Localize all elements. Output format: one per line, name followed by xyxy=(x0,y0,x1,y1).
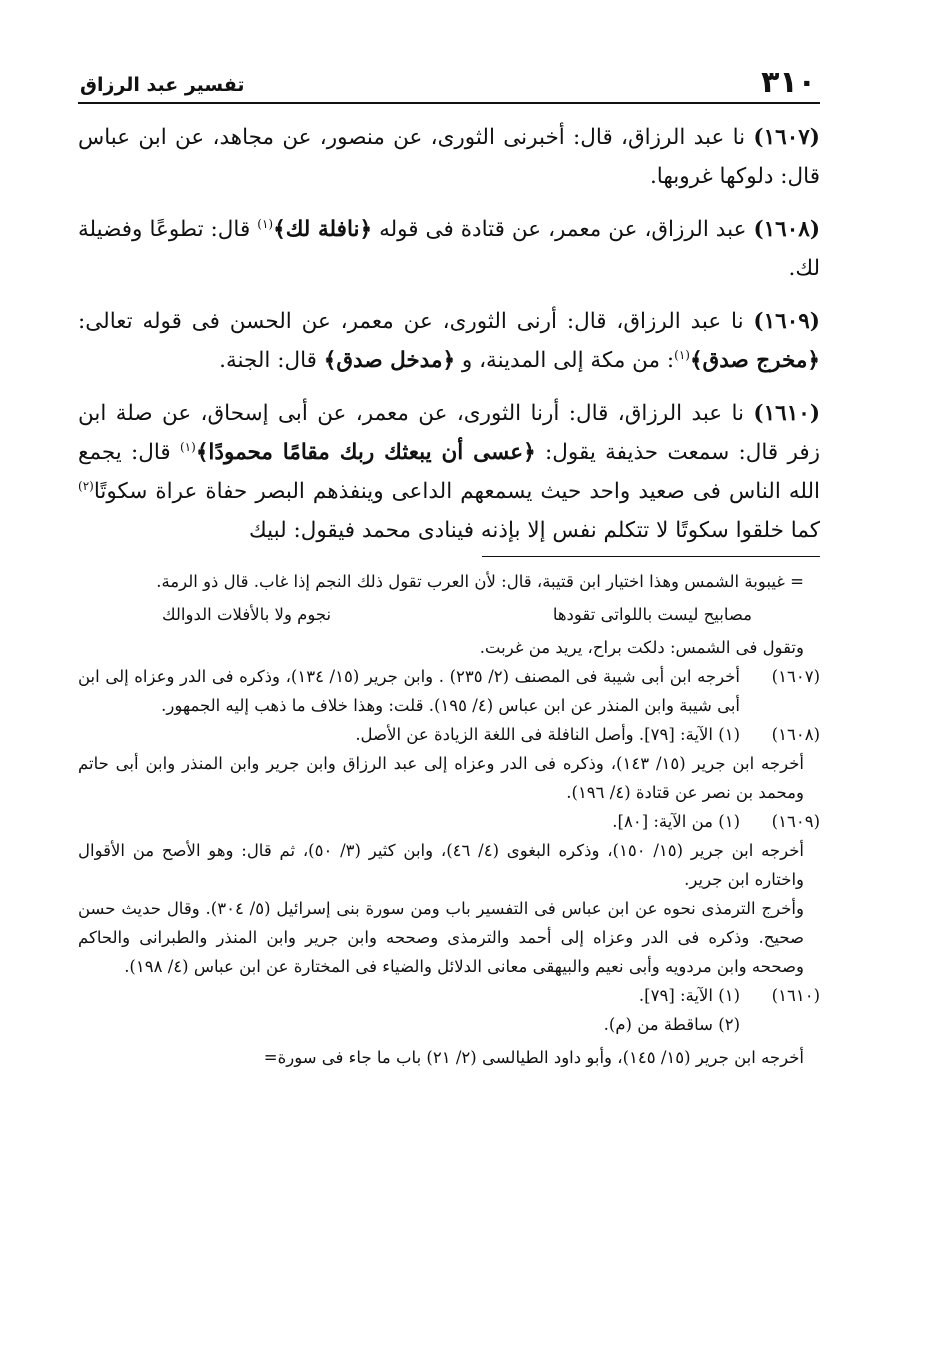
footnote-text: (١) من الآية: [٨٠]. xyxy=(612,812,740,831)
entry-text: قال: الجنة. xyxy=(219,348,317,373)
poetry-verse xyxy=(78,596,820,633)
footnote-1610 xyxy=(78,981,820,1010)
footnote-1608 xyxy=(78,720,820,749)
footnote-tag: (١٦١٠) xyxy=(771,986,820,1005)
entry-number: (١٦٠٨) xyxy=(753,217,821,242)
entry-text: : من مكة إلى المدينة، و xyxy=(461,348,675,373)
quran-quote: ﴿مدخل صدق﴾ xyxy=(323,348,456,373)
entry-text: عبد الرزاق، عن معمر، عن قتادة فى قوله xyxy=(379,217,747,242)
book-title: تفسير عبد الرزاق xyxy=(80,74,245,96)
footnote-1609 xyxy=(78,807,820,836)
footnote-1607 xyxy=(78,662,820,720)
footnote-tag: (١٦٠٩) xyxy=(771,812,820,831)
footnote-1609-source: أخرجه ابن جرير (١٥/ ١٥٠)، وذكره البغوى (٤/ ٤٦)، وابن كثير (٣/ ٥٠)، ثم قال: وهو الأصح من الأقوال واختاره ابن جرير. xyxy=(78,841,805,889)
verse-second-hemistich: نجوم ولا بالأفلات الدوالك xyxy=(162,605,332,624)
footnote-text: (١) الآية: [٧٩]. xyxy=(638,986,740,1005)
footnote-tag: (١٦٠٧) xyxy=(771,667,820,686)
footnote-ref: (٢) xyxy=(78,478,94,493)
footnote-1609-source: وأخرج الترمذى نحوه عن ابن عباس فى التفسير باب ومن سورة بنى إسرائيل (٥/ ٣٠٤). وقال حديث حسن صحيح. وذكره فى الدر وعزاه إلى أحمد والترمذى وصححه وابن جرير وابن المنذر والطبرانى والحاكم وصححه وابن مردويه وأبى نعيم والبيهقى معانى الدلائل والضياء فى المختارة عن ابن عباس (٤/ ١٩٨). xyxy=(78,899,804,976)
quran-quote: ﴿مخرج صدق﴾ xyxy=(689,348,820,373)
page-header xyxy=(78,62,820,104)
entry-text: قال: يجمع الله الناس فى صعيد واحد حيث يسمعهم الداعى وينفذهم البصر حفاة عراة سكوتًا xyxy=(78,440,820,504)
entry-text: نا عبد الرزاق، قال: أرنا الثورى، عن معمر، عن أبى إسحاق، عن صلة ابن زفر قال: سمعت حذيفة يقول: xyxy=(78,401,821,465)
entry-text: نا عبد الرزاق، قال: أرنى الثورى، عن معمر، عن الحسن فى قوله تعالى: xyxy=(78,309,744,334)
footnote-ref: (١) xyxy=(179,439,196,454)
footnote-ref: (١) xyxy=(257,216,274,231)
entry-number: (١٦٠٩) xyxy=(753,309,820,334)
entry-number: (١٦٠٧) xyxy=(753,125,820,150)
footnote-continuation: وتقول فى الشمس: دلكت براح، يريد من غربت. xyxy=(479,638,804,657)
footnote-text: أخرجه ابن أبى شيبة فى المصنف (٢/ ٢٣٥) . وابن جرير (١٥/ ١٣٤)، وذكره فى الدر وعزاه إلى ابن أبى شيبة وابن المنذر عن ابن عباس (٤/ ١٩٥). قلت: وهذا خلاف ما ذهب إليه الجمهور. xyxy=(78,667,740,715)
footnote-divider xyxy=(482,556,820,557)
page xyxy=(78,62,820,1072)
footnote-text: (١) الآية: [٧٩]. وأصل النافلة فى اللغة الزيادة عن الأصل. xyxy=(355,725,740,744)
entry-1608 xyxy=(78,210,820,288)
footnote-ref: (١) xyxy=(674,347,690,362)
quran-quote: ﴿عسى أن يبعثك ربك مقامًا محمودًا﴾ xyxy=(195,440,536,465)
main-text xyxy=(78,118,820,550)
entry-1609 xyxy=(78,302,820,380)
verse-first-hemistich: مصابيح ليست باللواتى تقودها xyxy=(552,605,752,624)
entry-text: قال: تطوعًا وفضيلة لك. xyxy=(78,217,820,281)
footnote-continuation: = غيبوبة الشمس وهذا اختيار ابن قتيبة، قال: لأن العرب تقول ذلك النجم إذا غاب. قال ذو الرمة. xyxy=(156,572,804,591)
quran-quote: ﴿نافلة لك﴾ xyxy=(273,217,373,242)
page-number: ٣١٠ xyxy=(761,65,816,100)
footnotes xyxy=(78,567,820,1072)
entry-1610 xyxy=(78,394,820,550)
footnote-1610-source: أخرجه ابن جرير (١٥/ ١٤٥)، وأبو داود الطيالسى (٢/ ٢١) باب ما جاء فى سورة= xyxy=(263,1048,804,1067)
footnote-tag: (١٦٠٨) xyxy=(771,725,820,744)
footnote-1610-note2: (٢) ساقطة من (م). xyxy=(603,1015,740,1034)
entry-1607 xyxy=(78,118,820,196)
entry-text: نا عبد الرزاق، قال: أخبرنى الثورى، عن منصور، عن مجاهد، عن ابن عباس قال: دلوكها غروبها. xyxy=(78,125,820,189)
entry-number: (١٦١٠) xyxy=(753,401,820,426)
footnote-1608-source: أخرجه ابن جرير (١٥/ ١٤٣)، وذكره فى الدر وعزاه إلى عبد الرزاق وابن جرير وابن المنذر وابن أبى حاتم ومحمد بن نصر عن قتادة (٤/ ١٩٦). xyxy=(78,754,804,802)
entry-text: كما خلقوا سكوتًا لا تتكلم نفس إلا بإذنه فينادى محمد فيقول: لبيك xyxy=(248,518,820,543)
